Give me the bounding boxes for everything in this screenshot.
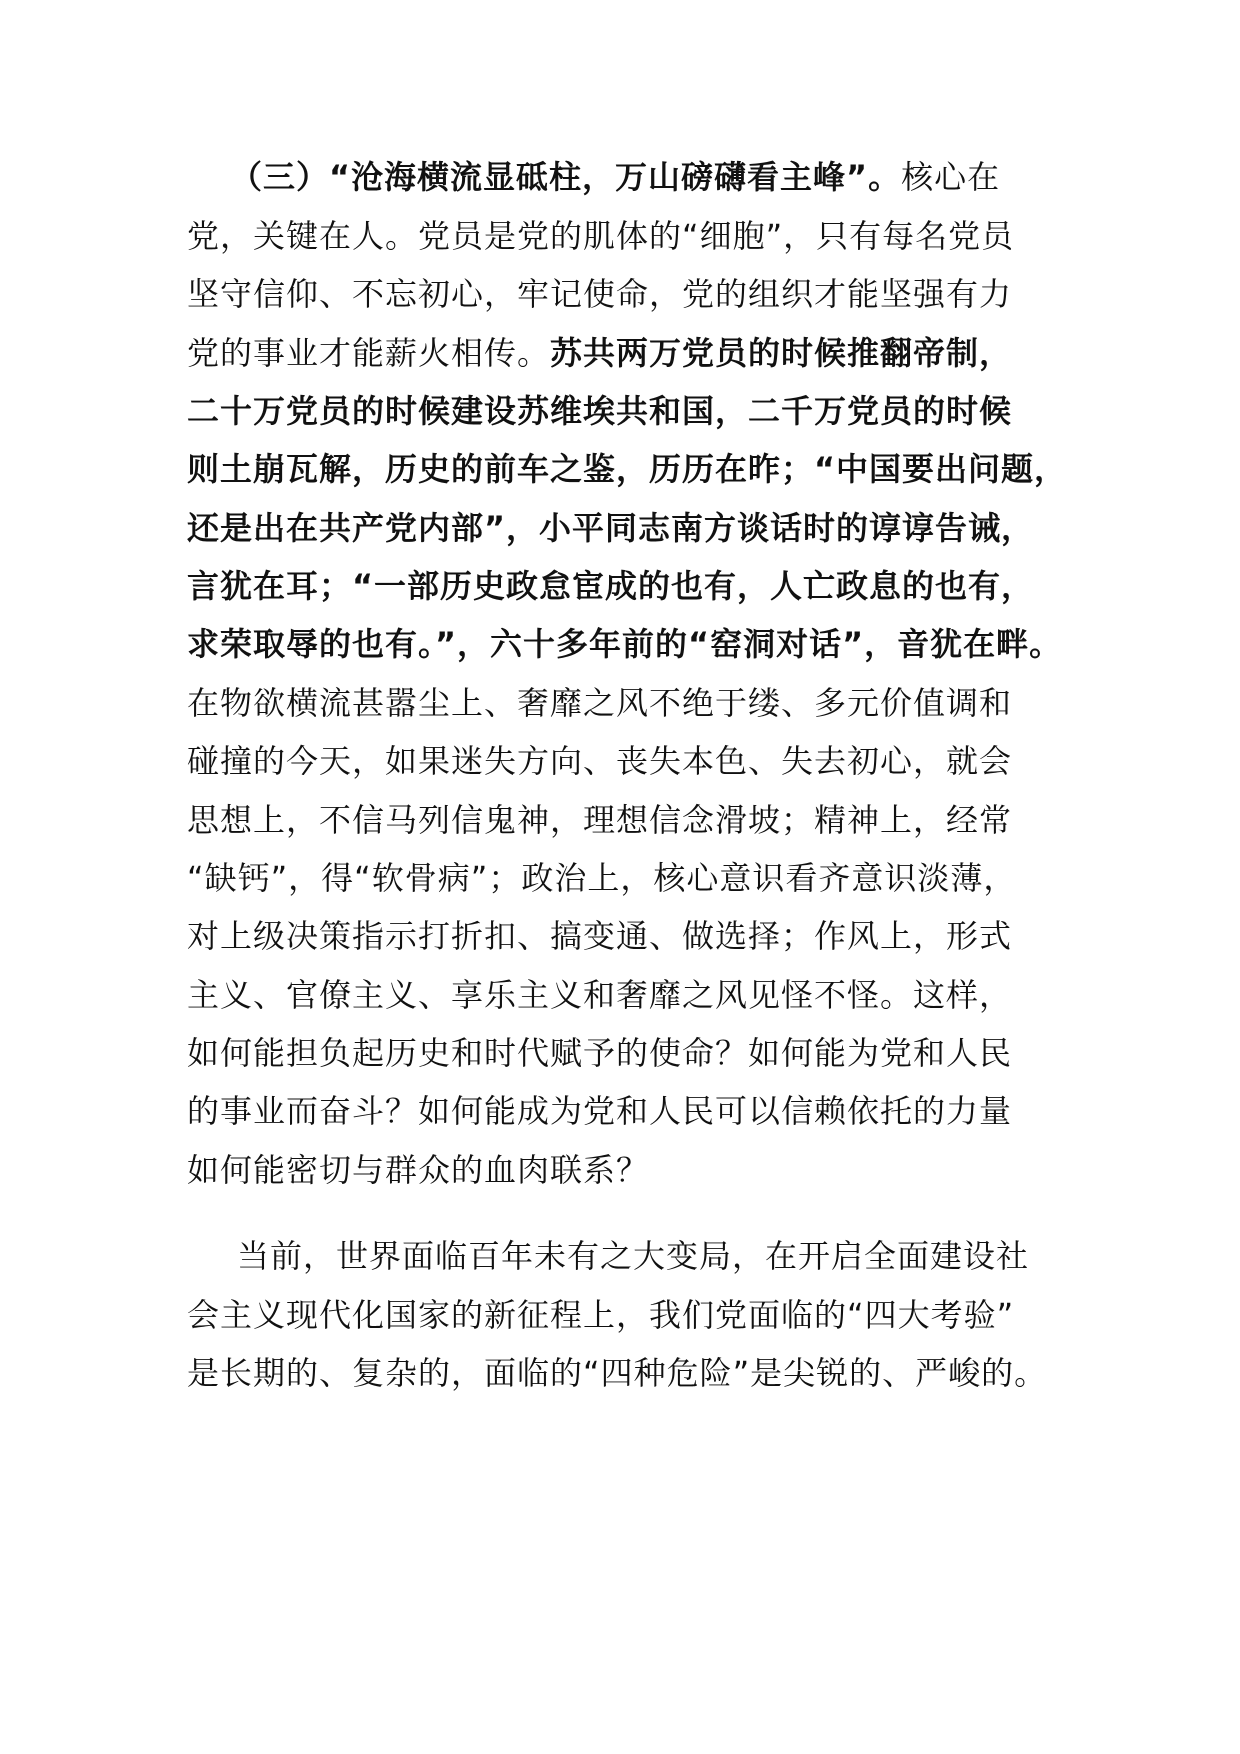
text-line bbox=[187, 272, 1092, 316]
text-line bbox=[187, 856, 1092, 900]
text-segment: 党，关键在人。党员是党的肌体的“细胞”，只有每名党员 bbox=[187, 217, 1015, 255]
text-segment-bold: 言犹在耳；“一部历史政怠宦成的也有，人亡政息的也有， bbox=[187, 567, 1035, 605]
text-segment-bold: 求荣取辱的也有。”，六十多年前的“窑洞对话”，音犹在畔。 bbox=[187, 625, 1063, 663]
text-line bbox=[187, 1031, 1092, 1075]
text-segment: 核心在 bbox=[901, 158, 1001, 196]
text-line bbox=[187, 214, 1092, 258]
text-line bbox=[187, 447, 1092, 491]
text-segment-bold: 苏共两万党员的时候推翻帝制， bbox=[550, 334, 1013, 372]
text-segment: 在物欲横流甚嚣尘上、奢靡之风不绝于缕、多元价值调和 bbox=[187, 684, 1013, 722]
text-line bbox=[187, 564, 1092, 608]
text-line bbox=[237, 1234, 1142, 1278]
text-line bbox=[187, 331, 1092, 375]
text-segment: 思想上，不信马列信鬼神，理想信念滑坡；精神上，经常 bbox=[187, 801, 1013, 839]
text-segment: 如何能密切与群众的血肉联系？ bbox=[187, 1151, 650, 1189]
text-line bbox=[187, 739, 1092, 783]
text-segment: 会主义现代化国家的新征程上，我们党面临的“四大考验” bbox=[187, 1296, 1015, 1334]
text-line bbox=[187, 506, 1092, 550]
text-segment: 党的事业才能薪火相传。 bbox=[187, 334, 551, 372]
text-line bbox=[230, 155, 1135, 199]
text-line bbox=[187, 973, 1092, 1017]
text-segment: 坚守信仰、不忘初心，牢记使命，党的组织才能坚强有力 bbox=[187, 275, 1013, 313]
text-line bbox=[187, 798, 1092, 842]
text-segment-bold: （三）“沧海横流显砥柱，万山磅礴看主峰”。 bbox=[230, 158, 902, 196]
text-segment: 是长期的、复杂的，面临的“四种危险”是尖锐的、严峻的。 bbox=[187, 1354, 1048, 1392]
text-line bbox=[187, 389, 1092, 433]
text-line bbox=[187, 1351, 1092, 1395]
text-segment: 碰撞的今天，如果迷失方向、丧失本色、失去初心，就会 bbox=[187, 742, 1013, 780]
text-segment: 主义、官僚主义、享乐主义和奢靡之风见怪不怪。这样， bbox=[187, 976, 1013, 1014]
text-line bbox=[187, 622, 1092, 666]
text-segment-bold: 还是出在共产党内部”，小平同志南方谈话时的谆谆告诫， bbox=[187, 509, 1035, 547]
text-segment-bold: 二十万党员的时候建设苏维埃共和国，二千万党员的时候 bbox=[187, 392, 1013, 430]
text-segment: 当前，世界面临百年未有之大变局，在开启全面建设社 bbox=[237, 1237, 1030, 1275]
text-segment-bold: 则土崩瓦解，历史的前车之鉴，历历在昨；“中国要出问题， bbox=[187, 450, 1068, 488]
text-line bbox=[187, 1089, 1092, 1133]
text-segment: 如何能担负起历史和时代赋予的使命？如何能为党和人民 bbox=[187, 1034, 1013, 1072]
text-line bbox=[187, 914, 1092, 958]
text-segment: “缺钙”，得“软骨病”；政治上，核心意识看齐意识淡薄， bbox=[187, 859, 1017, 897]
text-segment: 的事业而奋斗？如何能成为党和人民可以信赖依托的力量 bbox=[187, 1092, 1013, 1130]
text-segment: 对上级决策指示打折扣、搞变通、做选择；作风上，形式 bbox=[187, 917, 1013, 955]
text-line bbox=[187, 1148, 1092, 1192]
text-line bbox=[187, 1293, 1092, 1337]
text-line bbox=[187, 681, 1092, 725]
